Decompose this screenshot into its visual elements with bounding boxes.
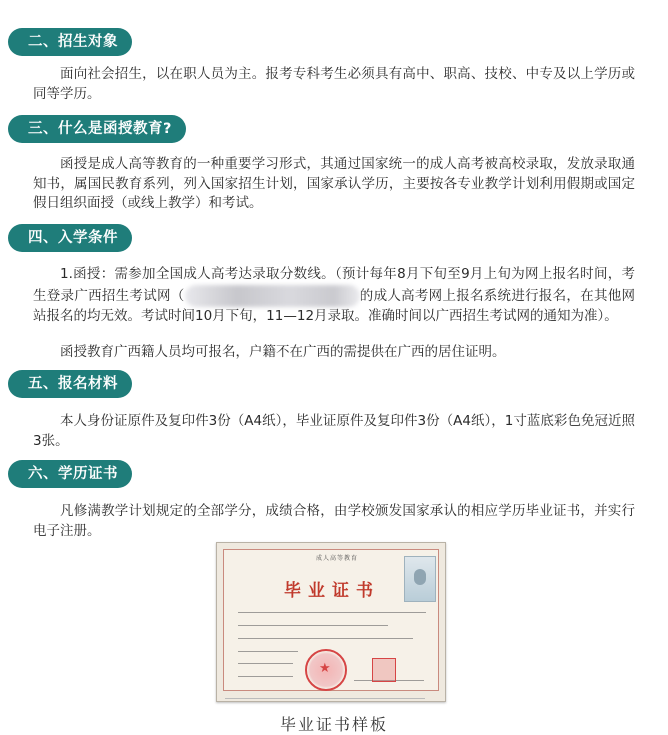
diploma-paragraph: 凡修满教学计划规定的全部学分，成绩合格，由学校颁发国家承认的相应学历毕业证书，并实行电子注册。 [33,503,635,539]
materials-paragraph: 本人身份证原件及复印件3份（A4纸），毕业证原件及复印件3份（A4纸），1寸蓝底彩色免冠近照3张。 [33,413,635,449]
certificate-line [238,638,413,639]
admission-item-1-start: 1.函授：需参加全国成人高考达录取分数线。（预计每年8月下旬至9月上旬为网上报名时间，考生登录广西招生考试网（ [33,266,635,304]
certificate-caption: 毕业证书样板 [279,715,388,734]
admission-item-1-end: 的成人高考网上报名系统进行报名，在其他网站报名的均无效。考试时间10月下旬，11—12月录取。准确时间以广西招生考试网的通知为准）。 [33,287,636,324]
section-heading-target: 二、招生对象 [8,28,132,56]
certificate-header: 成人高等教育 [316,555,359,562]
principal-stamp [372,658,396,682]
section-heading-materials: 五、报名材料 [8,370,132,398]
certificate-line [238,651,298,652]
section-heading-admission: 四、入学条件 [8,224,132,252]
section-heading-diploma: 六、学历证书 [8,460,132,488]
official-seal: ★ [305,649,347,691]
admission-item-1 [33,265,635,326]
certificate-footer-line [225,698,425,699]
certificate-photo [404,556,436,602]
correspondence-paragraph: 函授是成人高等教育的一种重要学习形式，其通过国家统一的成人高考被高校录取，发放录取通知书，属国民教育系列，列入国家招生计划，国家承认学历，主要按各专业教学计划利用假期或国定假日组织面授（或线上教学）和考试。 [33,156,635,211]
certificate-line [238,625,388,626]
section-heading-correspondence: 三、什么是函授教育? [8,115,186,143]
diploma-sample-image [216,542,446,702]
certificate-line [238,676,293,677]
certificate-line [238,612,426,613]
certificate-border [223,549,439,691]
target-paragraph: 面向社会招生，以在职人员为主。报考专科考生必须具有高中、职高、技校、中专及以上学历或同等学历。 [33,66,635,102]
redacted-url-blur [185,285,360,307]
certificate-line [238,663,293,664]
certificate-title: 毕业证书 [284,581,380,601]
admission-item-2: 函授教育广西籍人员均可报名，户籍不在广西的需提供在广西的居住证明。 [60,344,506,360]
